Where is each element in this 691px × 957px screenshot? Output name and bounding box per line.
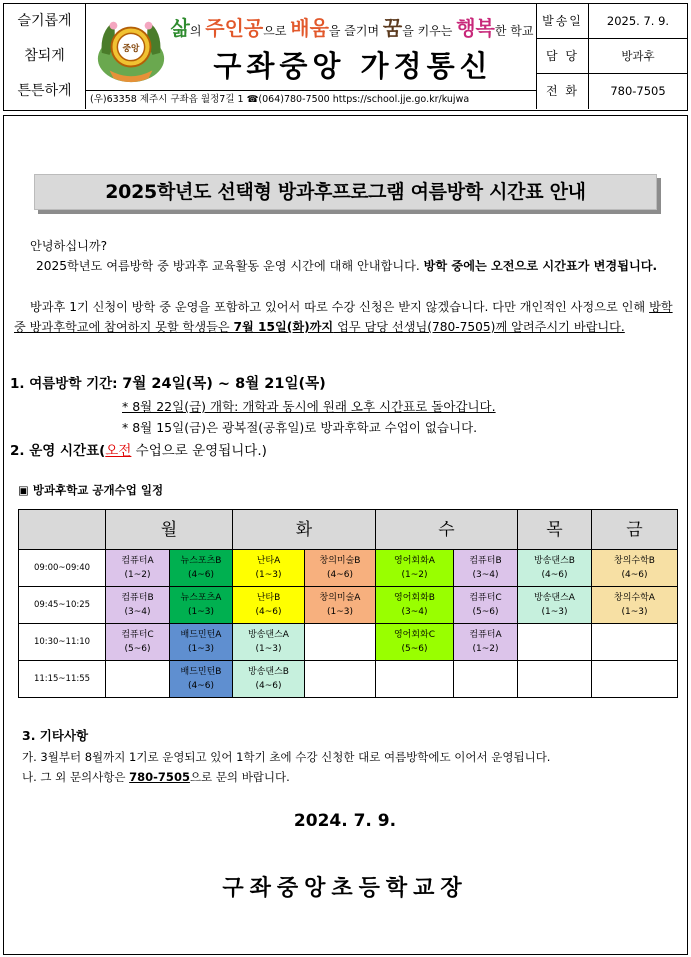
class-cell <box>233 550 305 587</box>
open-class-heading: ▣ 방과후학교 공개수업 일정 <box>18 483 164 497</box>
letter-date: 2024. 7. 9. <box>293 811 397 831</box>
class-name: 컴퓨터C <box>469 593 502 603</box>
notice-title: 2025학년도 선택형 방과후프로그램 여름방학 시간표 안내 <box>34 174 657 210</box>
timetable <box>18 509 678 698</box>
note-school-opening: * 8월 22일(금) 개학: 개학과 동시에 원래 오후 시간표로 돌아갑니다. <box>122 399 496 414</box>
class-cell <box>376 624 454 661</box>
empty-cell <box>305 661 376 698</box>
timetable-header-row <box>19 510 678 550</box>
table-row <box>19 624 678 661</box>
class-cell <box>233 661 305 698</box>
info-label: 담 당 <box>537 39 589 73</box>
slogan-word-4: 꿈 <box>382 16 403 40</box>
class-grade: (4~6) <box>326 570 353 580</box>
section-2-schedule <box>10 439 267 459</box>
class-name: 영어회화C <box>393 630 436 640</box>
header-center <box>86 4 537 109</box>
class-grade: (1~2) <box>401 570 428 580</box>
newsletter-title: 구좌중앙 가정통신 <box>213 49 493 83</box>
class-name: 영어회화B <box>394 593 435 603</box>
class-cell <box>376 587 454 624</box>
paragraph-1-text: 2025학년도 여름방학 중 방과후 교육활동 운영 시간에 대해 안내합니다. <box>36 259 424 273</box>
etc-item-2-suffix: 으로 문의 바랍니다. <box>189 770 290 784</box>
empty-cell <box>305 624 376 661</box>
info-value: 780-7505 <box>610 84 666 98</box>
class-cell <box>233 624 305 661</box>
empty-cell <box>106 661 170 698</box>
class-cell <box>106 587 170 624</box>
class-cell <box>592 587 678 624</box>
paragraph-1-emphasis: 방학 중에는 오전으로 시간표가 변경됩니다. <box>423 259 658 273</box>
day-header-wed: 수 <box>376 510 518 550</box>
notice-title-box <box>34 174 661 214</box>
motto-line-2: 참되게 <box>24 48 65 64</box>
table-row <box>19 550 678 587</box>
class-cell <box>170 624 233 661</box>
class-cell <box>305 550 376 587</box>
class-cell <box>106 550 170 587</box>
class-name: 창의수학A <box>614 593 655 603</box>
paragraph-2-text: 방과후 1기 신청이 방학 중 운영을 포함하고 있어서 따로 수강 신청은 받지 않겠습니다. 다만 개인적인 사정으로 인해 <box>30 300 650 314</box>
logo-text: 중앙 <box>122 43 140 54</box>
empty-cell <box>454 661 518 698</box>
day-header-fri: 금 <box>592 510 678 550</box>
class-name: 뉴스포츠B <box>180 556 222 566</box>
school-slogan <box>168 12 536 41</box>
class-name: 방송댄스A <box>534 593 575 603</box>
info-row-manager <box>537 39 687 74</box>
time-slot: 11:15~11:55 <box>19 661 106 698</box>
class-name: 컴퓨터A <box>121 556 154 566</box>
principal-signature: 구좌중앙초등학교장 <box>222 876 468 901</box>
class-grade: (1~3) <box>187 607 214 617</box>
class-cell <box>170 550 233 587</box>
school-logo-icon <box>92 10 170 86</box>
class-cell <box>454 624 518 661</box>
header-info-table <box>537 4 687 109</box>
class-name: 창의미술A <box>319 593 361 603</box>
slogan-word-5: 행복 <box>456 16 495 40</box>
empty-cell <box>518 661 592 698</box>
class-cell <box>170 661 233 698</box>
slogan-word-3: 배움 <box>290 16 329 40</box>
paragraph-2-contact: 업무 담당 선생님(780-7505)께 알려주시기 바랍니다. <box>333 320 625 334</box>
class-grade: (5~6) <box>472 607 499 617</box>
class-grade: (3~4) <box>401 607 428 617</box>
slogan-word-2: 주인공 <box>205 16 264 40</box>
section-1-value: 7월 24일(목) ~ 8월 21일(목) <box>122 376 326 392</box>
class-cell <box>106 624 170 661</box>
class-grade: (4~6) <box>187 681 214 691</box>
header-corner <box>19 510 106 550</box>
class-name: 창의수학B <box>614 556 655 566</box>
etc-item-1: 가. 3월부터 8월까지 1기로 운영되고 있어 1학기 초에 수강 신청한 대로 여름방학에도 이어서 운영됩니다. <box>22 750 551 764</box>
empty-cell <box>376 661 454 698</box>
slogan-text-4: 을 키우는 <box>402 24 457 38</box>
contact-phone: 780-7505 <box>129 770 190 784</box>
slogan-word-1: 삶 <box>170 16 190 40</box>
class-cell <box>454 550 518 587</box>
class-grade: (5~6) <box>124 644 151 654</box>
slogan-text-5: 한 학교 <box>494 24 534 38</box>
class-cell <box>454 587 518 624</box>
class-cell <box>233 587 305 624</box>
class-cell <box>518 550 592 587</box>
slogan-text-3: 을 즐기며 <box>328 24 383 38</box>
paragraph-2 <box>14 297 674 337</box>
table-row <box>19 661 678 698</box>
class-name: 난타B <box>256 593 281 603</box>
motto-line-3: 튼튼하게 <box>17 83 72 99</box>
class-grade: (1~2) <box>124 570 151 580</box>
class-grade: (1~3) <box>255 644 282 654</box>
section-2-text: 수업으로 운영됩니다.) <box>131 443 267 459</box>
class-grade: (1~3) <box>255 570 282 580</box>
class-grade: (4~6) <box>187 570 214 580</box>
class-cell <box>592 550 678 587</box>
class-grade: (3~4) <box>124 607 151 617</box>
day-header-mon: 월 <box>106 510 233 550</box>
letter-header <box>3 3 688 111</box>
class-name: 창의미술B <box>319 556 361 566</box>
time-slot: 09:45~10:25 <box>19 587 106 624</box>
class-grade: (1~3) <box>326 607 353 617</box>
class-name: 컴퓨터A <box>469 630 502 640</box>
paragraph-2-underlined: 방학 중 방과후학교에 참여하지 못할 학생들은 <box>14 300 673 334</box>
info-row-phone <box>537 74 687 109</box>
class-name: 뉴스포츠A <box>180 593 222 603</box>
class-cell <box>376 550 454 587</box>
letter-body <box>3 115 688 955</box>
etc-item-2-text: 나. 그 외 문의사항은 <box>22 770 130 784</box>
empty-cell <box>592 661 678 698</box>
class-grade: (5~6) <box>401 644 428 654</box>
class-name: 영어회화A <box>394 556 435 566</box>
class-name: 배드민턴A <box>180 630 222 640</box>
motto-line-1: 슬기롭게 <box>17 13 72 29</box>
class-name: 컴퓨터C <box>121 630 154 640</box>
class-name: 방송댄스B <box>534 556 575 566</box>
class-name: 방송댄스A <box>248 630 289 640</box>
section-1-label: 1. 여름방학 기간: <box>10 376 123 392</box>
school-motto <box>4 4 86 109</box>
section-1-vacation-period <box>10 372 326 393</box>
section-3-title: 3. 기타사항 <box>22 728 89 743</box>
section-2-label: 2. 운영 시간표( <box>10 443 106 459</box>
greeting: 안녕하십니까? <box>30 239 108 253</box>
class-grade: (1~2) <box>472 644 499 654</box>
class-cell <box>518 587 592 624</box>
class-grade: (1~3) <box>541 607 568 617</box>
class-grade: (1~3) <box>187 644 214 654</box>
etc-item-2 <box>22 769 290 785</box>
day-header-thu: 목 <box>518 510 592 550</box>
school-address: (우)63358 제주시 구좌읍 월정7길 1 ☎(064)780-7500 https://school.jje.go.kr/kujwa <box>86 90 537 109</box>
class-grade: (4~6) <box>255 607 282 617</box>
time-slot: 09:00~09:40 <box>19 550 106 587</box>
paragraph-2-deadline: 7월 15일(화)까지 <box>233 320 334 334</box>
class-cell <box>170 587 233 624</box>
time-slot: 10:30~11:10 <box>19 624 106 661</box>
class-grade: (4~6) <box>255 681 282 691</box>
empty-cell <box>518 624 592 661</box>
info-label: 발송일 <box>537 4 589 38</box>
class-grade: (4~6) <box>541 570 568 580</box>
paragraph-1 <box>14 256 674 276</box>
section-2-morning: 오전 <box>105 443 132 459</box>
table-row <box>19 587 678 624</box>
info-row-send-date <box>537 4 687 39</box>
class-name: 방송댄스B <box>248 667 289 677</box>
info-value: 방과후 <box>621 49 655 63</box>
info-label: 전 화 <box>537 74 589 109</box>
class-grade: (3~4) <box>472 570 499 580</box>
info-value: 2025. 7. 9. <box>606 14 670 28</box>
empty-cell <box>592 624 678 661</box>
slogan-text-2: 으로 <box>263 24 291 38</box>
note-holiday: * 8월 15일(금)은 광복절(공휴일)로 방과후학교 수업이 없습니다. <box>122 420 478 435</box>
slogan-text-1: 의 <box>189 24 206 38</box>
class-cell <box>305 587 376 624</box>
class-name: 배드민턴B <box>180 667 222 677</box>
class-name: 컴퓨터B <box>121 593 154 603</box>
day-header-tue: 화 <box>233 510 376 550</box>
class-grade: (1~3) <box>621 607 648 617</box>
class-grade: (4~6) <box>621 570 648 580</box>
class-name: 난타A <box>256 556 281 566</box>
class-name: 컴퓨터B <box>469 556 502 566</box>
